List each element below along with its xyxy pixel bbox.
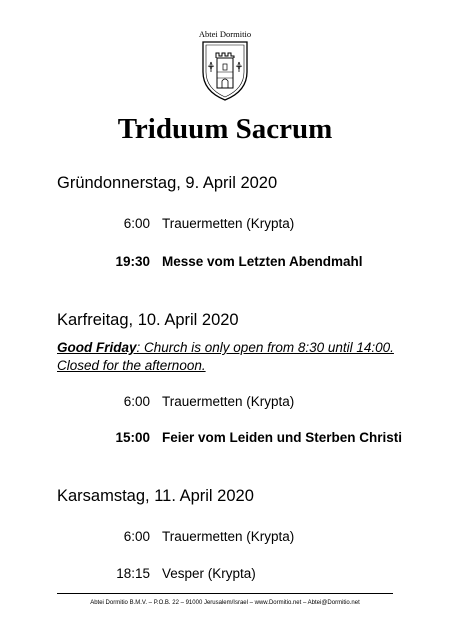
event-time: 6:00	[123, 216, 150, 231]
note-text: : Church is only open from 8:30 until 14:00. Closed for the afternoon.	[57, 340, 394, 373]
note-label: Good Friday	[57, 340, 137, 355]
event-name: Feier vom Leiden und Sterben Christi	[162, 430, 403, 445]
footer-divider	[57, 593, 393, 594]
event-time: 6:00	[123, 394, 150, 409]
event-name: Vesper (Krypta)	[162, 566, 256, 581]
event-name: Trauermetten (Krypta)	[162, 394, 295, 409]
good-friday-note	[57, 339, 407, 375]
abbey-coat-of-arms-icon	[201, 40, 249, 102]
event-time: 15:00	[115, 430, 150, 445]
page-title: Triduum Sacrum	[117, 113, 333, 145]
event-name: Trauermetten (Krypta)	[162, 529, 295, 544]
day-heading-saturday: Karsamstag, 11. April 2020	[57, 487, 254, 505]
event-time: 18:15	[116, 566, 150, 581]
day-heading-friday: Karfreitag, 10. April 2020	[57, 311, 239, 329]
event-time: 19:30	[115, 254, 150, 269]
event-name: Messe vom Letzten Abendmahl	[162, 254, 363, 269]
event-time: 6:00	[123, 529, 150, 544]
abbey-name: Abtei Dormitio	[198, 29, 252, 39]
footer-contact: Abtei Dormitio B.M.V. – P.O.B. 22 – 91000 Jerusalem/Israel – www.Dormitio.net – Abtei@Dormitio.net	[90, 600, 360, 606]
day-heading-thursday: Gründonnerstag, 9. April 2020	[57, 174, 278, 192]
event-name: Trauermetten (Krypta)	[162, 216, 295, 231]
